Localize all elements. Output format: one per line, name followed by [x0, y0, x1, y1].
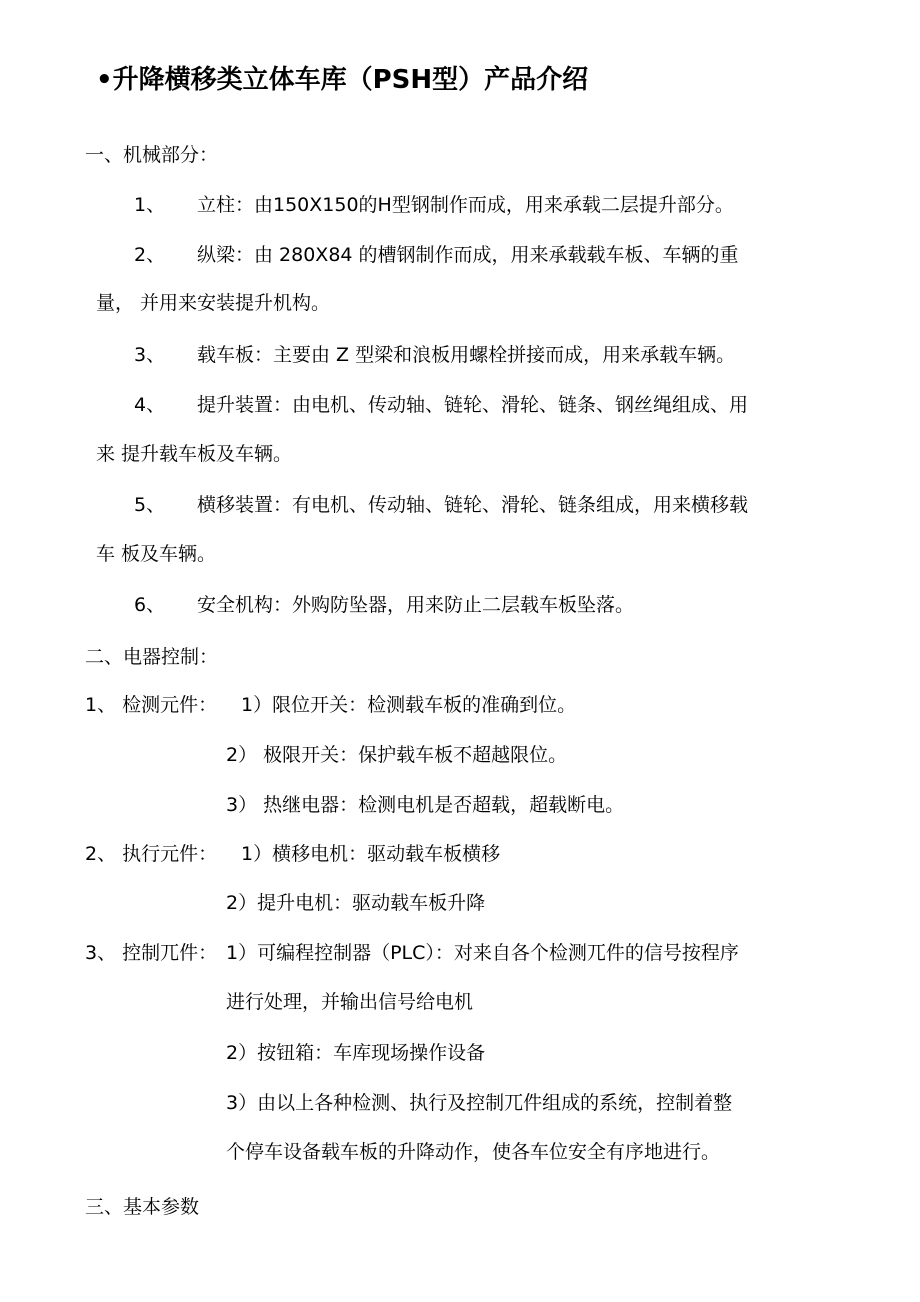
item2-continuation: 量， 并用来安装提升机构。: [96, 292, 331, 314]
item2-text: 纵梁：由 280X84 的槽钢制作而成，用来承载载车板、车辆的重: [197, 244, 739, 266]
exec-item2: 2）提升电机：驱动载车板升降: [226, 892, 486, 914]
item3-text: 载车板：主要由 Z 型梁和浪板用螺栓拼接而成，用来承载车辆。: [197, 344, 736, 366]
exec-item1: 1）横移电机：驱动载车板横移: [241, 843, 501, 865]
item4-number: 4、: [134, 394, 166, 416]
page-title: •升降横移类立体车库（PSH型）产品介绍: [96, 65, 589, 95]
item5-number: 5、: [134, 494, 166, 516]
section2-heading: 二、电器控制：: [85, 646, 219, 668]
item1-text: 立柱：由150X150的H型钢制作而成，用来承载二层提升部分。: [197, 194, 734, 216]
item4-continuation: 来 提升载车板及车辆。: [96, 443, 293, 465]
detect-item1: 1）限位开关：检测载车板的准确到位。: [241, 694, 577, 716]
item5-text: 横移装置：有电机、传动轴、链轮、滑轮、链条组成，用来横移载: [197, 494, 749, 516]
control-item2: 2）按钮箱：车库现场操作设备: [226, 1042, 486, 1064]
section3-heading: 三、基本参数: [85, 1196, 200, 1218]
control-item1: 1）可编程控制器（PLC）：对来自各个检测兀件的信号按程序: [226, 942, 739, 964]
control-item3-continuation: 个停车设备载车板的升降动作，使各车位安全有序地进行。: [226, 1141, 721, 1163]
item6-number: 6、: [134, 594, 166, 616]
control-item1-continuation: 进行处理，并输出信号给电机: [226, 991, 474, 1013]
item5-continuation: 车 板及车辆。: [96, 543, 217, 565]
section1-heading: 一、机械部分：: [85, 144, 219, 166]
control-item3: 3）由以上各种检测、执行及控制兀件组成的系统，控制着整: [226, 1092, 733, 1114]
detect-item2: 2） 极限开关：保护载车板不超越限位。: [226, 744, 568, 766]
item3-number: 3、: [134, 344, 166, 366]
item4-text: 提升装置：由电机、传动轴、链轮、滑轮、链条、钢丝绳组成、用: [197, 394, 749, 416]
item6-text: 安全机构：外购防坠器，用来防止二层载车板坠落。: [197, 594, 635, 616]
item1-number: 1、: [134, 194, 166, 216]
detect-item3: 3） 热继电器：检测电机是否超载，超载断电。: [226, 794, 625, 816]
detect-label: 1、 检测元件：: [85, 694, 218, 716]
exec-label: 2、 执行元件：: [85, 843, 218, 865]
control-label: 3、 控制兀件：: [85, 942, 218, 964]
item2-number: 2、: [134, 244, 166, 266]
